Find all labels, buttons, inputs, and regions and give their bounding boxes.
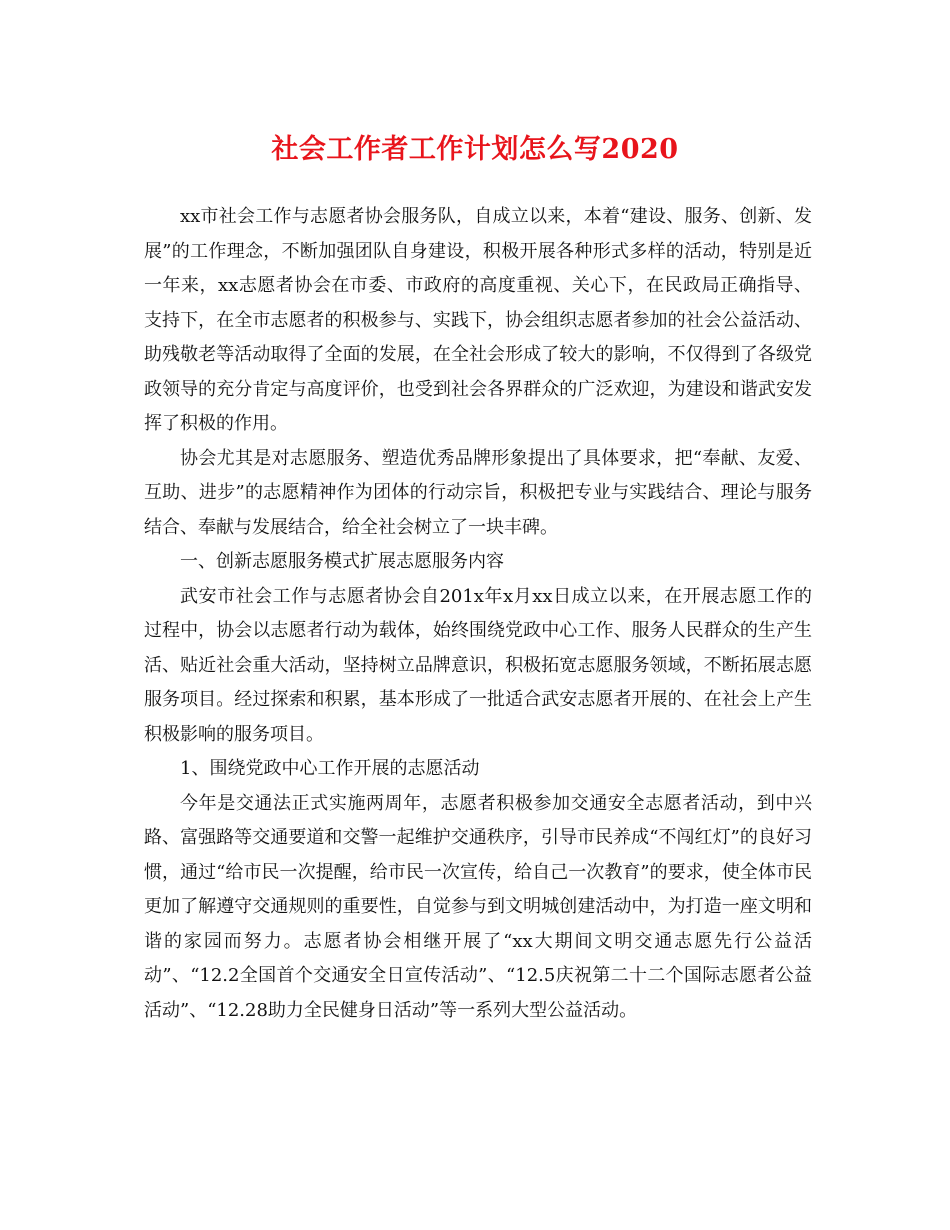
subsection-heading: 1、围绕党政中心工作开展的志愿活动 [180,758,480,779]
paragraph: xx市社会工作与志愿者协会服务队，自成立以来，本着“建设、服务、创新、发展”的工作理念，不断加强团队自身建设，积极开展各种形式多样的活动，特别是近一年来，xx志愿者协会在市委、市政府的高度重视、关心下，在民政局正确指导、支持下，在全市志愿者的积极参与、实践下，协会组织志愿者参加的社会公益活动、助残敬老等活动取得了全面的发展，在全社会形成了较大的影响，不仅得到了各级党政领导的充分肯定与高度评价，也受到社会各界群众的广泛欢迎，为建设和谐武安发挥了积极的作用。 [144,206,812,434]
section-heading: 一、创新志愿服务模式扩展志愿服务内容 [180,551,504,572]
paragraph: 今年是交通法正式实施两周年，志愿者积极参加交通安全志愿者活动，到中兴路、富强路等交通要道和交警一起维护交通秩序，引导市民养成“不闯红灯”的良好习惯，通过“给市民一次提醒，给市民一次宣传，给自己一次教育”的要求，使全体市民更加了解遵守交通规则的重要性，自觉参与到文明城创建活动中，为打造一座文明和谐的家园而努力。志愿者协会相继开展了“xx大期间文明交通志愿先行公益活动”、“12.2全国首个交通安全日宣传活动”、“12.5庆祝第二十二个国际志愿者公益活动”、“12.28助力全民健身日活动”等一系列大型公益活动。 [144,792,812,1021]
document-title: 社会工作者工作计划怎么写2020 [271,134,679,165]
document-body [144,200,812,1028]
paragraph: 武安市社会工作与志愿者协会自201x年x月xx日成立以来，在开展志愿工作的过程中，协会以志愿者行动为载体，始终围绕党政中心工作、服务人民群众的生产生活、贴近社会重大活动，坚持树立品牌意识，积极拓宽志愿服务领域，不断拓展志愿服务项目。经过探索和积累，基本形成了一批适合武安志愿者开展的、在社会上产生积极影响的服务项目。 [144,585,812,745]
paragraph: 协会尤其是对志愿服务、塑造优秀品牌形象提出了具体要求，把“奉献、友爱、互助、进步”的志愿精神作为团体的行动宗旨，积极把专业与实践结合、理论与服务结合、奉献与发展结合，给全社会树立了一块丰碑。 [144,447,812,538]
